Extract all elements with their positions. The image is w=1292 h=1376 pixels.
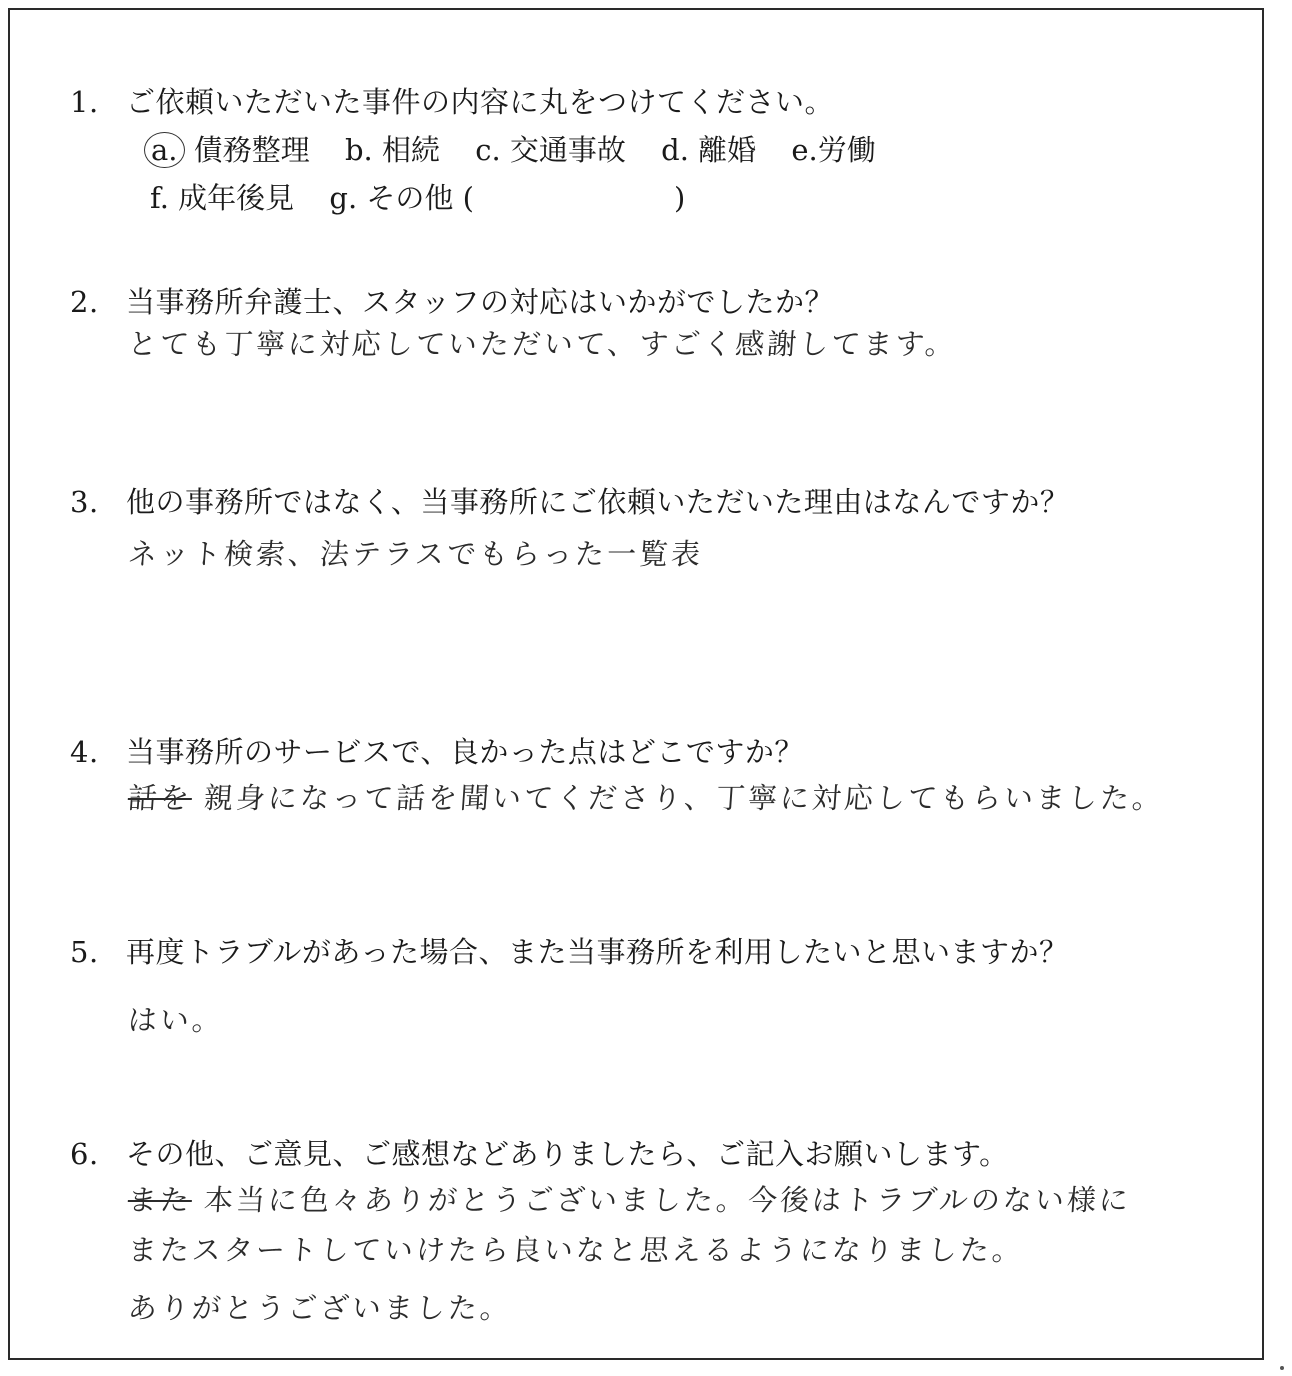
answer-2-handwritten: とても丁寧に対応していただいて、すごく感謝してます。 — [126, 327, 959, 361]
question-text: 他の事務所ではなく、当事務所にご依頼いただいた理由はなんですか？ — [126, 485, 1070, 519]
question-text: ご依頼いただいた事件の内容に丸をつけてください。 — [126, 85, 835, 119]
other-paren-open: ( — [462, 181, 474, 215]
question-4 — [70, 730, 804, 771]
option-text: 交通事故 — [509, 133, 626, 167]
option-label: f. — [150, 181, 169, 215]
question-text: 当事務所弁護士、スタッフの対応はいかがでしたか？ — [126, 285, 835, 319]
option-text: その他 — [366, 181, 454, 215]
question-number: 2. — [70, 285, 99, 319]
option-text: 労働 — [817, 133, 876, 167]
question-2 — [70, 280, 834, 321]
question-number: 3. — [70, 485, 99, 519]
struck-through-text: また — [126, 1183, 194, 1217]
scan-speck — [1280, 1366, 1284, 1370]
question-number: 4. — [70, 735, 99, 769]
option-g[interactable] — [329, 176, 685, 217]
answer-3-handwritten: ネット検索、法テラスでもらった一覧表 — [126, 537, 705, 571]
option-text: 離婚 — [698, 133, 757, 167]
q1-options-row-1 — [150, 128, 902, 169]
answer-6-line-3: ありがとうございました。 — [126, 1291, 514, 1325]
question-text: 再度トラブルがあった場合、また当事務所を利用したいと思いますか？ — [126, 935, 1069, 969]
question-text: 当事務所のサービスで、良かった点はどこですか？ — [126, 735, 804, 769]
option-label: e. — [791, 133, 818, 167]
answer-4-handwritten — [127, 776, 1166, 817]
option-c[interactable] — [475, 128, 626, 169]
question-number: 5. — [70, 935, 99, 969]
other-paren-close: ) — [673, 181, 686, 215]
question-1 — [70, 80, 834, 121]
option-label: d. — [661, 133, 689, 167]
option-text: 相続 — [381, 133, 440, 167]
option-text: 債務整理 — [193, 133, 310, 167]
option-b[interactable] — [345, 128, 440, 169]
question-number: 6. — [70, 1137, 99, 1171]
option-label: c. — [475, 133, 501, 167]
option-e[interactable] — [791, 128, 875, 169]
question-text: その他、ご意見、ご感想などありましたら、ご記入お願いします。 — [126, 1137, 1009, 1171]
option-label: a. — [144, 132, 185, 168]
struck-through-text: 話を — [126, 781, 194, 815]
question-number: 1. — [70, 85, 99, 119]
answer-text: 親身になって話を聞いてくださり、丁寧に対応してもらいました。 — [202, 781, 1166, 815]
option-d[interactable] — [661, 128, 756, 169]
option-label: b. — [344, 133, 373, 167]
question-5 — [70, 930, 1069, 971]
answer-text: 本当に色々ありがとうございました。今後はトラブルのない様に — [202, 1183, 1133, 1217]
survey-sheet — [8, 8, 1264, 1360]
option-f[interactable] — [150, 176, 294, 217]
option-text: 成年後見 — [178, 181, 295, 215]
question-6 — [70, 1132, 1009, 1173]
question-3 — [70, 480, 1069, 521]
option-label: g. — [329, 181, 358, 215]
q1-options-row-2 — [150, 176, 711, 217]
option-a-selected[interactable] — [150, 128, 310, 169]
answer-6-line-2: またスタートしていけたら良いなと思えるようになりました。 — [126, 1233, 1026, 1267]
answer-5-handwritten: はい。 — [126, 1003, 226, 1037]
answer-6-line-1 — [127, 1178, 1133, 1219]
